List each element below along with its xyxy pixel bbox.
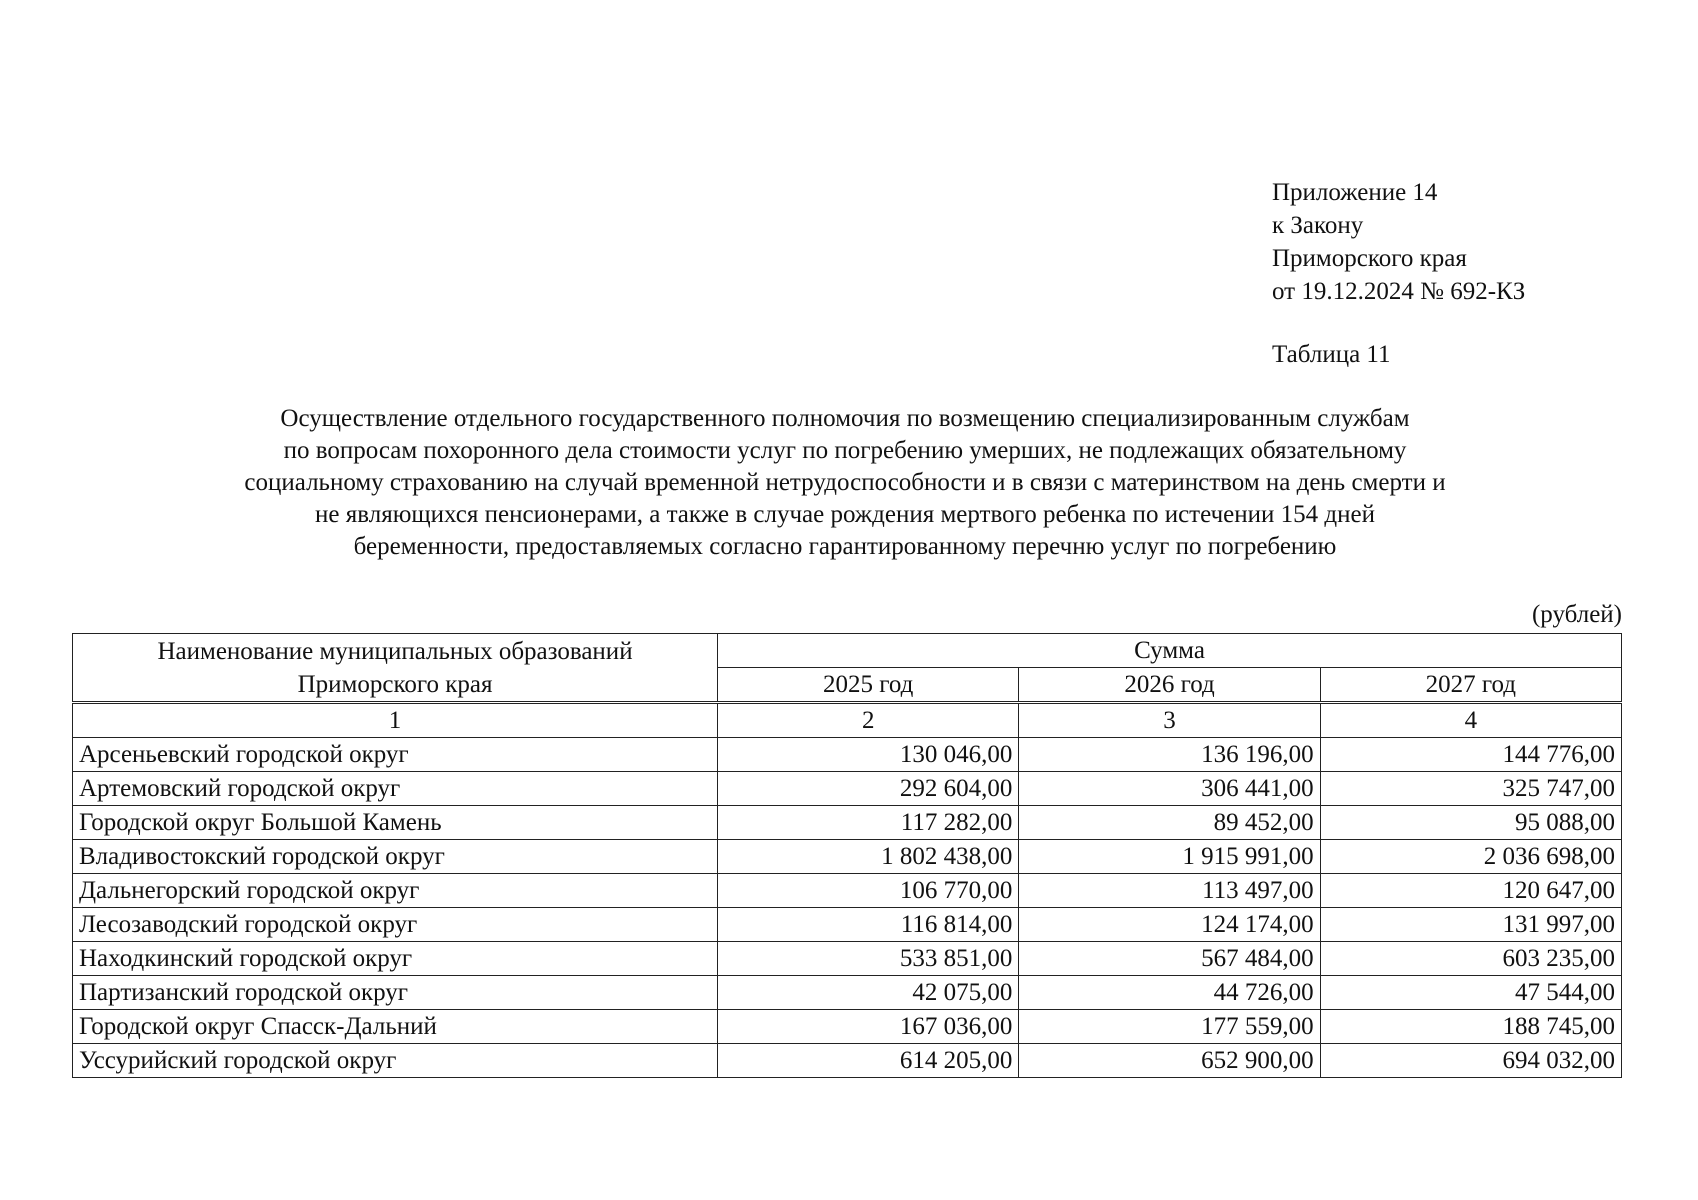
amount-2027: 144 776,00 (1320, 738, 1621, 772)
table-row (73, 976, 1622, 1010)
title-line: по вопросам похоронного дела стоимости услуг по погребению умерших, не подлежащих обязательному (283, 437, 1407, 464)
amount-2025: 130 046,00 (718, 738, 1019, 772)
amount-2027: 694 032,00 (1320, 1044, 1621, 1078)
amount-2027: 47 544,00 (1320, 976, 1621, 1010)
amount-2025: 106 770,00 (718, 874, 1019, 908)
amount-2025: 117 282,00 (718, 806, 1019, 840)
title-line: не являющихся пенсионерами, а также в случае рождения мертвого ребенка по истечении 154 дней (315, 501, 1375, 528)
appendix-line: Приложение 14 (1272, 179, 1438, 206)
units-label: (рублей) (1531, 601, 1622, 628)
amount-2025: 1 802 438,00 (718, 840, 1019, 874)
document-title (130, 403, 1560, 563)
appendix-line: Приморского края (1272, 245, 1467, 272)
amount-2026: 89 452,00 (1019, 806, 1320, 840)
header-year-2027: 2027 год (1320, 668, 1621, 703)
amount-2026: 306 441,00 (1019, 772, 1320, 806)
table-row (73, 738, 1622, 772)
amount-2027: 603 235,00 (1320, 942, 1621, 976)
municipality-name: Дальнегорский городской округ (73, 874, 718, 908)
appendix-block (1272, 176, 1525, 308)
table-row (73, 874, 1622, 908)
column-index: 2 (718, 703, 1019, 738)
header-name-line: Наименование муниципальных образований (157, 637, 633, 665)
municipality-name: Владивостокский городской округ (73, 840, 718, 874)
municipality-name: Городской округ Большой Камень (73, 806, 718, 840)
header-row (73, 634, 1622, 668)
amount-2027: 120 647,00 (1320, 874, 1621, 908)
municipality-name: Уссурийский городской округ (73, 1044, 718, 1078)
title-line: беременности, предоставляемых согласно гарантированному перечню услуг по погребению (353, 533, 1337, 560)
amount-2026: 177 559,00 (1019, 1010, 1320, 1044)
amount-2025: 533 851,00 (718, 942, 1019, 976)
appendix-line: к Закону (1272, 212, 1364, 239)
column-index-row (73, 703, 1622, 738)
table-row (73, 908, 1622, 942)
budget-table (72, 633, 1622, 1078)
amount-2025: 116 814,00 (718, 908, 1019, 942)
column-index: 1 (73, 703, 718, 738)
amount-2027: 325 747,00 (1320, 772, 1621, 806)
amount-2025: 42 075,00 (718, 976, 1019, 1010)
amount-2026: 652 900,00 (1019, 1044, 1320, 1078)
amount-2027: 188 745,00 (1320, 1010, 1621, 1044)
header-year-2025: 2025 год (718, 668, 1019, 703)
municipality-name: Артемовский городской округ (73, 772, 718, 806)
table-row (73, 772, 1622, 806)
title-line: Осуществление отдельного государственного полномочия по возмещению специализированным службам (280, 405, 1410, 432)
table-row (73, 1044, 1622, 1078)
amount-2026: 567 484,00 (1019, 942, 1320, 976)
municipality-name: Находкинский городской округ (73, 942, 718, 976)
amount-2026: 124 174,00 (1019, 908, 1320, 942)
amount-2025: 292 604,00 (718, 772, 1019, 806)
amount-2027: 131 997,00 (1320, 908, 1621, 942)
municipality-name: Арсеньевский городской округ (73, 738, 718, 772)
header-year-2026: 2026 год (1019, 668, 1320, 703)
amount-2027: 2 036 698,00 (1320, 840, 1621, 874)
amount-2025: 614 205,00 (718, 1044, 1019, 1078)
table-row (73, 1010, 1622, 1044)
column-index: 3 (1019, 703, 1320, 738)
municipality-name: Лесозаводский городской округ (73, 908, 718, 942)
amount-2026: 113 497,00 (1019, 874, 1320, 908)
municipality-name: Партизанский городской округ (73, 976, 718, 1010)
header-sum: Сумма (718, 634, 1622, 668)
header-name-line: Приморского края (297, 670, 493, 698)
municipality-name: Городской округ Спасск-Дальний (73, 1010, 718, 1044)
column-index: 4 (1320, 703, 1621, 738)
amount-2026: 136 196,00 (1019, 738, 1320, 772)
amount-2026: 44 726,00 (1019, 976, 1320, 1010)
amount-2027: 95 088,00 (1320, 806, 1621, 840)
title-line: социальному страхованию на случай временной нетрудоспособности и в связи с материнством на день смерти и (244, 469, 1446, 496)
appendix-line: от 19.12.2024 № 692-КЗ (1272, 278, 1526, 305)
amount-2026: 1 915 991,00 (1019, 840, 1320, 874)
table-row (73, 942, 1622, 976)
header-municipality-name (73, 634, 718, 703)
amount-2025: 167 036,00 (718, 1010, 1019, 1044)
table-number-label: Таблица 11 (1272, 341, 1391, 368)
table-row (73, 806, 1622, 840)
table-row (73, 840, 1622, 874)
